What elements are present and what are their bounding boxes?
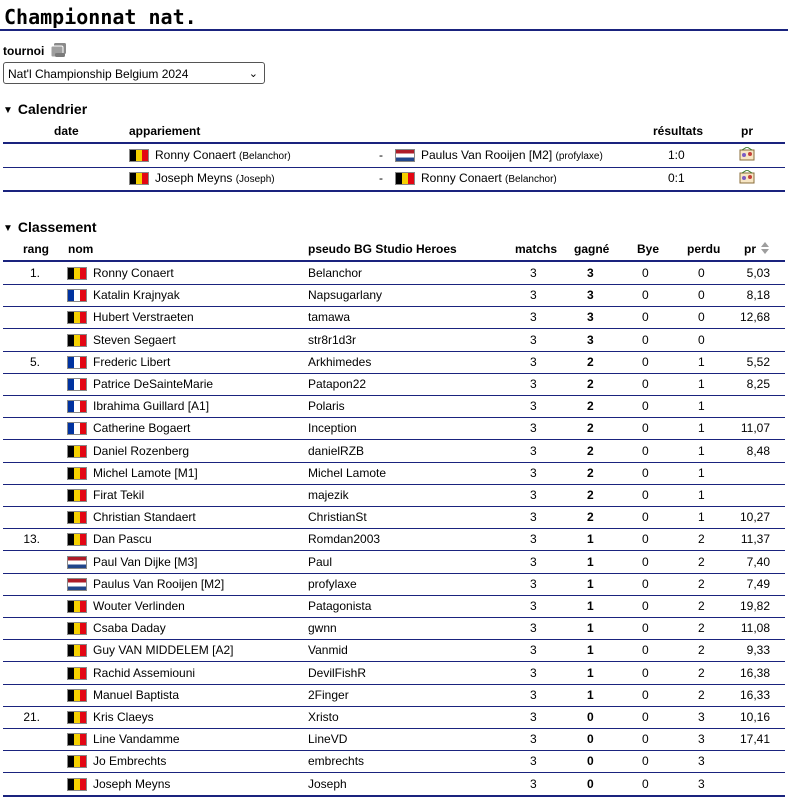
- classement-toggle[interactable]: [3, 219, 97, 235]
- flag-icon: [67, 400, 87, 413]
- page-title: Championnat nat.: [0, 0, 788, 31]
- bye-cell: 0: [642, 377, 649, 391]
- flag-icon: [67, 689, 87, 702]
- won-cell: 1: [587, 532, 594, 547]
- rank-cell: 21.: [23, 710, 40, 724]
- bye-cell: 0: [642, 465, 649, 480]
- row-divider: [3, 190, 785, 192]
- col-name[interactable]: nom: [68, 242, 94, 256]
- flag-icon: [67, 667, 87, 680]
- flag-icon: [67, 511, 87, 524]
- flag-icon: [395, 149, 415, 162]
- flag-icon: [67, 600, 87, 613]
- col-pr: pr: [741, 124, 753, 138]
- player-alias[interactable]: Polaris: [308, 399, 345, 414]
- player-alias[interactable]: ChristianSt: [308, 510, 367, 525]
- player-name[interactable]: Catherine Bogaert: [93, 421, 191, 436]
- lost-cell: 2: [698, 554, 705, 569]
- lost-cell: 3: [698, 754, 705, 769]
- matches-cell: 3: [530, 576, 537, 591]
- matches-cell: 3: [530, 510, 537, 525]
- row-divider: [3, 373, 785, 374]
- flag-icon: [67, 644, 87, 657]
- player1[interactable]: [155, 171, 275, 185]
- lost-cell: 2: [698, 599, 705, 613]
- rank-cell: 1.: [29, 266, 40, 280]
- triangle-down-icon: ▼: [3, 105, 13, 116]
- bye-cell: 0: [642, 665, 649, 680]
- bye-cell: 0: [642, 354, 649, 369]
- pr-cell: 12,68: [739, 310, 770, 325]
- player-name[interactable]: Joseph Meyns: [155, 171, 236, 185]
- pr-cell: 17,41: [739, 732, 770, 747]
- bye-cell: 0: [642, 687, 649, 702]
- pr-cell: 16,33: [739, 687, 770, 702]
- matches-cell: 3: [530, 310, 537, 325]
- player-alias[interactable]: danielRZB: [308, 443, 365, 458]
- flag-icon: [67, 422, 87, 435]
- won-cell: 0: [587, 754, 594, 769]
- calendrier-toggle[interactable]: [3, 101, 87, 117]
- flag-icon: [67, 489, 87, 502]
- matches-cell: 3: [530, 332, 537, 347]
- row-divider: [3, 772, 785, 773]
- lost-cell: 3: [698, 710, 705, 724]
- player-name[interactable]: Paulus Van Rooijen [M2]: [93, 576, 225, 591]
- lost-cell: 2: [698, 665, 705, 680]
- row-divider: [3, 439, 785, 440]
- matches-cell: 3: [530, 266, 537, 280]
- won-cell: 1: [587, 554, 594, 569]
- player-alias[interactable]: embrechts: [308, 754, 365, 769]
- player-name[interactable]: Steven Segaert: [93, 332, 176, 347]
- player-alias[interactable]: Michel Lamote: [308, 465, 387, 480]
- player-name[interactable]: Ronny Conaert: [155, 148, 240, 162]
- player-name[interactable]: Hubert Verstraeten: [93, 310, 194, 325]
- won-cell: 1: [587, 687, 594, 702]
- col-matches[interactable]: matchs: [515, 242, 558, 256]
- matches-cell: 3: [530, 732, 537, 747]
- pr-cell: 5,03: [746, 266, 770, 280]
- player-name[interactable]: Ronny Conaert: [93, 266, 174, 280]
- matches-cell: 3: [530, 621, 537, 636]
- player-alias[interactable]: gwnn: [308, 621, 337, 636]
- col-pr[interactable]: pr: [744, 242, 756, 256]
- flag-icon: [67, 378, 87, 391]
- matches-cell: 3: [530, 665, 537, 680]
- flag-icon: [67, 445, 87, 458]
- player-alias[interactable]: profylaxe: [308, 576, 357, 591]
- row-divider: [3, 795, 785, 797]
- won-cell: 2: [587, 488, 594, 502]
- flag-icon: [129, 149, 149, 162]
- won-cell: 1: [587, 665, 594, 680]
- row-divider: [3, 306, 785, 307]
- bye-cell: 0: [642, 710, 649, 724]
- player-alias: (Belanchor): [505, 174, 557, 185]
- player-name[interactable]: Frederic Libert: [93, 354, 171, 369]
- lost-cell: 0: [698, 288, 705, 303]
- player-name[interactable]: Patrice DeSainteMarie: [93, 377, 214, 391]
- flag-icon: [67, 733, 87, 746]
- bye-cell: 0: [642, 532, 649, 547]
- pr-cell: 11,08: [740, 621, 770, 636]
- pr-cell: 7,49: [746, 576, 770, 591]
- lost-cell: 1: [698, 465, 705, 480]
- vs-separator: -: [379, 171, 383, 185]
- won-cell: 0: [587, 776, 594, 791]
- match-result[interactable]: 1:0: [668, 148, 685, 162]
- flag-icon: [67, 334, 87, 347]
- player-name[interactable]: Guy VAN MIDDELEM [A2]: [93, 643, 234, 658]
- flag-icon: [67, 622, 87, 635]
- lost-cell: 3: [698, 732, 705, 747]
- player-alias[interactable]: majezik: [308, 488, 349, 502]
- bye-cell: 0: [642, 399, 649, 414]
- flag-icon: [67, 778, 87, 791]
- match-result[interactable]: 0:1: [668, 171, 685, 185]
- pr-cell: 9,33: [746, 643, 770, 658]
- bye-cell: 0: [642, 288, 649, 303]
- player-alias[interactable]: Napsugarlany: [308, 288, 383, 303]
- row-divider: [3, 661, 785, 662]
- player-name[interactable]: Rachid Assemiouni: [93, 665, 196, 680]
- row-divider: [3, 639, 785, 640]
- lost-cell: 2: [698, 687, 705, 702]
- won-cell: 3: [587, 332, 594, 347]
- pr-cell: 19,82: [739, 599, 770, 613]
- won-cell: 1: [587, 599, 594, 613]
- row-divider: [3, 617, 785, 618]
- matches-cell: 3: [530, 354, 537, 369]
- row-divider: [3, 484, 785, 485]
- pr-cell: 8,18: [746, 288, 770, 303]
- lost-cell: 0: [698, 266, 705, 280]
- lost-cell: 0: [698, 332, 705, 347]
- player-name[interactable]: Csaba Daday: [93, 621, 166, 636]
- player2[interactable]: [421, 171, 557, 185]
- bye-cell: 0: [642, 443, 649, 458]
- won-cell: 2: [587, 465, 594, 480]
- lost-cell: 1: [698, 399, 705, 414]
- flag-icon: [67, 356, 87, 369]
- pr-cell: 8,48: [746, 443, 770, 458]
- bye-cell: 0: [642, 266, 649, 280]
- matches-cell: 3: [530, 599, 537, 613]
- won-cell: 3: [587, 310, 594, 325]
- col-rank[interactable]: rang: [23, 242, 50, 256]
- player-name[interactable]: Michel Lamote [M1]: [93, 465, 198, 480]
- tournament-select-value: Nat'l Championship Belgium 2024: [8, 67, 189, 81]
- row-divider: [3, 506, 785, 507]
- player-name[interactable]: Paulus Van Rooijen [M2]: [421, 148, 556, 162]
- player-alias[interactable]: Patagonista: [308, 599, 372, 613]
- flag-icon: [67, 578, 87, 591]
- pr-cell: 5,52: [746, 354, 770, 369]
- col-alias[interactable]: pseudo BG Studio Heroes: [308, 242, 457, 256]
- matches-cell: 3: [530, 288, 537, 303]
- player-name[interactable]: Ronny Conaert: [421, 171, 506, 185]
- lost-cell: 2: [698, 621, 705, 636]
- col-lost[interactable]: perdu: [687, 242, 721, 256]
- pr-cell: 11,07: [740, 421, 770, 436]
- lost-cell: 2: [698, 532, 705, 547]
- row-divider: [3, 595, 785, 596]
- pr-cell: 10,27: [739, 510, 770, 525]
- player-alias[interactable]: Vanmid: [308, 643, 348, 658]
- flag-icon: [67, 556, 87, 569]
- flag-icon: [395, 172, 415, 185]
- flag-icon: [67, 467, 87, 480]
- matches-cell: 3: [530, 421, 537, 436]
- row-divider: [3, 351, 785, 352]
- player-alias[interactable]: str8r1d3r: [308, 332, 357, 347]
- lost-cell: 2: [698, 576, 705, 591]
- lost-cell: 3: [698, 776, 705, 791]
- chevron-down-icon: ⌄: [248, 68, 258, 80]
- pr-cell: 16,38: [739, 665, 770, 680]
- tournoi-label: tournoi: [3, 44, 45, 58]
- row-divider: [3, 395, 785, 396]
- pr-analysis-icon[interactable]: [739, 147, 755, 161]
- bye-cell: 0: [642, 488, 649, 502]
- bye-cell: 0: [642, 332, 649, 347]
- matches-cell: 3: [530, 465, 537, 480]
- lost-cell: 2: [698, 643, 705, 658]
- bye-cell: 0: [642, 643, 649, 658]
- player-name[interactable]: Line Vandamme: [93, 732, 180, 747]
- won-cell: 3: [587, 288, 594, 303]
- bye-cell: 0: [642, 576, 649, 591]
- bye-cell: 0: [642, 599, 649, 613]
- bye-cell: 0: [642, 310, 649, 325]
- player-alias[interactable]: Xristo: [308, 710, 339, 724]
- player-name[interactable]: Manuel Baptista: [93, 687, 180, 702]
- row-divider: [3, 706, 785, 707]
- sort-icon[interactable]: [760, 241, 770, 255]
- player-alias: (Belanchor): [239, 151, 291, 162]
- won-cell: 1: [587, 576, 594, 591]
- row-divider: [3, 417, 785, 418]
- bye-cell: 0: [642, 421, 649, 436]
- player-alias[interactable]: tamawa: [308, 310, 351, 325]
- pr-cell: 7,40: [746, 554, 770, 569]
- tournament-select[interactable]: [3, 62, 265, 84]
- won-cell: 2: [587, 421, 594, 436]
- lost-cell: 1: [698, 488, 705, 502]
- classement-heading: Classement: [17, 219, 97, 235]
- lost-cell: 1: [698, 421, 705, 436]
- flag-icon: [67, 755, 87, 768]
- player-name[interactable]: Dan Pascu: [93, 532, 152, 547]
- row-divider: [3, 328, 785, 329]
- triangle-down-icon: ▼: [3, 223, 13, 234]
- player-name[interactable]: Joseph Meyns: [93, 776, 171, 791]
- bye-cell: 0: [642, 510, 649, 525]
- bye-cell: 0: [642, 554, 649, 569]
- pr-cell: 10,16: [739, 710, 770, 724]
- matches-cell: 3: [530, 443, 537, 458]
- scroll-icon[interactable]: [50, 42, 70, 58]
- player-alias[interactable]: LineVD: [308, 732, 348, 747]
- won-cell: 2: [587, 377, 594, 391]
- won-cell: 1: [587, 621, 594, 636]
- player-alias[interactable]: Joseph: [308, 776, 347, 791]
- flag-icon: [67, 533, 87, 546]
- won-cell: 1: [587, 643, 594, 658]
- won-cell: 2: [587, 510, 594, 525]
- row-divider: [3, 528, 785, 529]
- row-divider: [3, 550, 785, 551]
- won-cell: 0: [587, 710, 594, 724]
- player-name[interactable]: Paul Van Dijke [M3]: [93, 554, 198, 569]
- player-name[interactable]: Firat Tekil: [93, 488, 145, 502]
- flag-icon: [67, 311, 87, 324]
- row-divider: [3, 750, 785, 751]
- player-name[interactable]: Katalin Krajnyak: [93, 288, 180, 303]
- won-cell: 3: [587, 266, 594, 280]
- matches-cell: 3: [530, 488, 537, 502]
- player2[interactable]: [421, 148, 603, 162]
- col-pairing: appariement: [129, 124, 201, 138]
- row-divider: [3, 284, 785, 285]
- matches-cell: 3: [530, 532, 537, 547]
- row-divider: [3, 573, 785, 574]
- bye-cell: 0: [642, 621, 649, 636]
- bye-cell: 0: [642, 732, 649, 747]
- won-cell: 0: [587, 732, 594, 747]
- matches-cell: 3: [530, 754, 537, 769]
- pr-cell: 8,25: [746, 377, 770, 391]
- player-alias[interactable]: Arkhimedes: [308, 354, 372, 369]
- rank-cell: 13.: [23, 532, 40, 547]
- player-name[interactable]: Ibrahima Guillard [A1]: [93, 399, 210, 414]
- divider: [3, 260, 785, 262]
- player-alias[interactable]: Patapon22: [308, 377, 367, 391]
- col-date: date: [54, 124, 79, 138]
- rank-cell: 5.: [29, 354, 40, 369]
- player-alias: (Joseph): [235, 174, 275, 185]
- player-name[interactable]: Daniel Rozenberg: [93, 443, 190, 458]
- matches-cell: 3: [530, 687, 537, 702]
- matches-cell: 3: [530, 554, 537, 569]
- matches-cell: 3: [530, 377, 537, 391]
- matches-cell: 3: [530, 776, 537, 791]
- bye-cell: 0: [642, 776, 649, 791]
- player-name[interactable]: Kris Claeys: [93, 710, 154, 724]
- lost-cell: 1: [698, 377, 705, 391]
- matches-cell: 3: [530, 710, 537, 724]
- col-won[interactable]: gagné: [574, 242, 610, 256]
- vs-separator: -: [379, 148, 383, 162]
- pr-analysis-icon[interactable]: [739, 170, 755, 184]
- row-divider: [3, 462, 785, 463]
- flag-icon: [67, 267, 87, 280]
- pr-cell: 11,37: [740, 532, 770, 547]
- matches-cell: 3: [530, 399, 537, 414]
- player-alias[interactable]: Romdan2003: [308, 532, 381, 547]
- flag-icon: [67, 289, 87, 302]
- col-results: résultats: [653, 124, 704, 138]
- flag-icon: [129, 172, 149, 185]
- calendrier-heading: Calendrier: [17, 101, 88, 117]
- player-alias[interactable]: Belanchor: [308, 266, 363, 280]
- flag-icon: [67, 711, 87, 724]
- won-cell: 2: [587, 399, 594, 414]
- won-cell: 2: [587, 443, 594, 458]
- player-name[interactable]: Wouter Verlinden: [93, 599, 185, 613]
- player-alias[interactable]: Paul: [308, 554, 333, 569]
- row-divider: [3, 728, 785, 729]
- lost-cell: 0: [698, 310, 705, 325]
- bye-cell: 0: [642, 754, 649, 769]
- player-name[interactable]: Jo Embrechts: [93, 754, 167, 769]
- player-alias: (profylaxe): [555, 151, 603, 162]
- player-alias[interactable]: DevilFishR: [308, 665, 367, 680]
- lost-cell: 1: [698, 354, 705, 369]
- player-alias[interactable]: 2Finger: [308, 687, 349, 702]
- player-name[interactable]: Christian Standaert: [93, 510, 196, 525]
- col-bye[interactable]: Bye: [637, 242, 660, 256]
- lost-cell: 1: [698, 443, 705, 458]
- row-divider: [3, 684, 785, 685]
- row-divider: [3, 167, 785, 168]
- player1[interactable]: [155, 148, 291, 162]
- lost-cell: 1: [698, 510, 705, 525]
- matches-cell: 3: [530, 643, 537, 658]
- divider: [3, 142, 785, 144]
- won-cell: 2: [587, 354, 594, 369]
- player-alias[interactable]: Inception: [308, 421, 357, 436]
